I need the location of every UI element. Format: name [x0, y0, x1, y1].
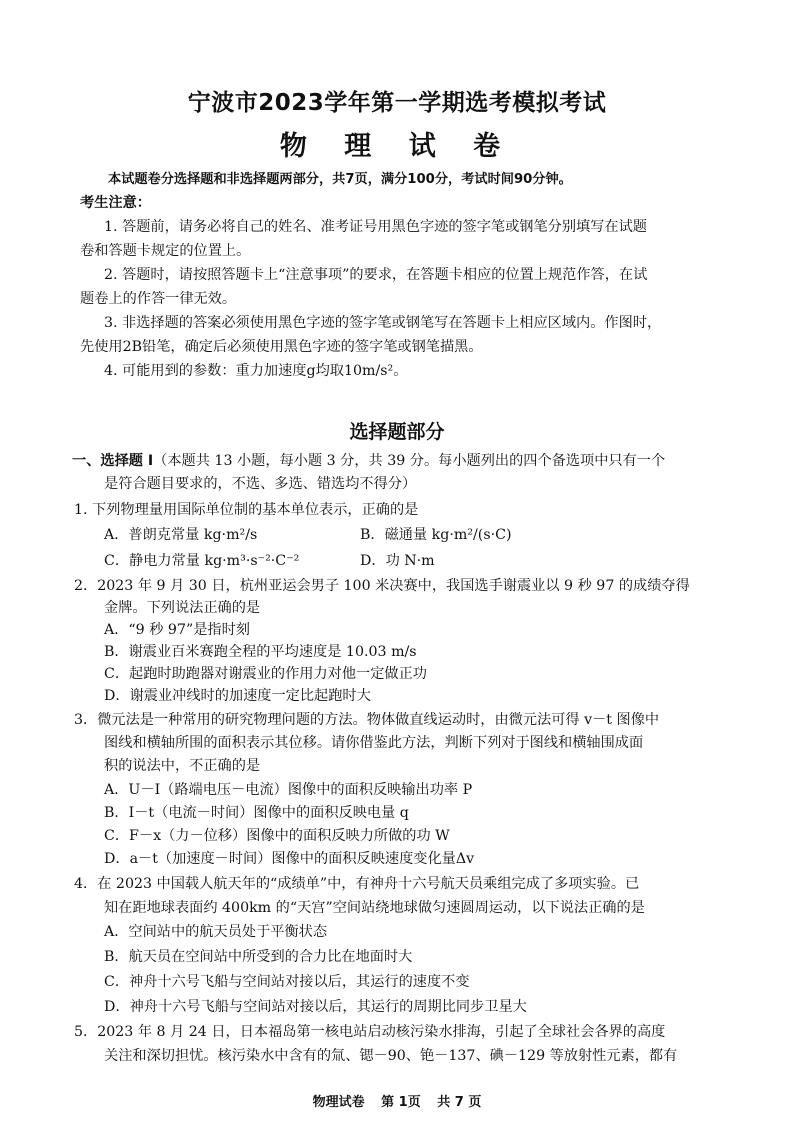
q3-option-d: D．a－t（加速度－时间）图像中的面积反映速度变化量Δv: [104, 851, 475, 867]
part1-desc: （本题共 13 小题，每小题 3 分，共 39 分。每小题列出的四个备选项中只有一个: [153, 453, 666, 469]
q4-option-c: C．神舟十六号飞船与空间站对接以后，其运行的速度不变: [104, 974, 470, 990]
q2-stem-line-2: 金牌。下列说法正确的是: [104, 600, 261, 616]
q3-option-b: B．I－t（电流－时间）图像中的面积反映电量 q: [104, 805, 409, 821]
notice-2-line-1: 2. 答题时，请按照答题卡上“注意事项”的要求，在答题卡相应的位置上规范作答，在试: [104, 267, 648, 283]
q5-stem-line-1: 5．2023 年 8 月 24 日，日本福岛第一核电站启动核污染水排海，引起了全球社会各界的高度: [74, 1024, 666, 1040]
section-title: 选择题部分: [349, 421, 445, 443]
q3-stem-line-1: 3．微元法是一种常用的研究物理问题的方法。物体做直线运动时，由微元法可得 v－t 图像中: [74, 712, 660, 728]
q1-option-d: D．功 N·m: [360, 553, 435, 569]
q4-option-d: D．神舟十六号飞船与空间站对接以后，其运行的周期比同步卫星大: [104, 999, 527, 1015]
q4-option-b: B．航天员在空间站中所受到的合力比在地面时大: [104, 949, 413, 965]
q3-option-c: C．F－x（力－位移）图像中的面积反映力所做的功 W: [104, 828, 450, 844]
notice-1-line-2: 卷和答题卡规定的位置上。: [80, 243, 251, 259]
q2-option-d: D．谢震业冲线时的加速度一定比起跑时大: [104, 688, 371, 704]
page-footer: [0, 1091, 794, 1110]
part1-header: [72, 451, 665, 471]
notice-3-line-1: 3. 非选择题的答案必须使用黑色字迹的签字笔或钢笔写在答题卡上相应区域内。作图时，: [104, 315, 662, 331]
q2-option-a: A．“9 秒 97”是指时刻: [104, 622, 250, 638]
q4-stem-line-1: 4．在 2023 中国载人航天年的“成绩单”中，有神舟十六号航天员乘组完成了多项实验。已: [74, 876, 640, 892]
exam-subtitle: 物 理 试 卷: [279, 131, 515, 162]
q3-stem-line-2: 图线和横轴所围的面积表示其位移。请你借鉴此方法，判断下列对于图线和横轴围成面: [104, 735, 644, 751]
part1-desc-line-2: 是符合题目要求的，不选、多选、错选均不得分）: [104, 476, 417, 492]
q2-stem-line-1: 2．2023 年 9 月 30 日，杭州亚运会男子 100 米决赛中，我国选手谢震业以 9 秒 97 的成绩夺得: [74, 578, 690, 594]
part1-label: 一、选择题 I: [72, 453, 154, 469]
notice-1-line-1: 1. 答题前，请务必将自己的姓名、准考证号用黑色字迹的签字笔或钢笔分别填写在试题: [104, 219, 647, 235]
exam-title: 宁波市2023学年第一学期选考模拟考试: [187, 90, 607, 116]
q1-option-c: C．静电力常量 kg·m³·s⁻²·C⁻²: [104, 553, 300, 569]
q1-option-a: A．普朗克常量 kg·m²/s: [104, 527, 258, 543]
notice-3-line-2: 先使用2B铅笔，确定后必须使用黑色字迹的签字笔或钢笔描黑。: [80, 339, 483, 355]
q2-option-c: C．起跑时助跑器对谢震业的作用力对他一定做正功: [104, 666, 427, 682]
notice-heading: 考生注意：: [80, 195, 151, 211]
q3-stem-line-3: 积的说法中，不正确的是: [104, 758, 261, 774]
notice-2-line-2: 题卷上的作答一律无效。: [80, 291, 237, 307]
q4-option-a: A．空间站中的航天员处于平衡状态: [104, 924, 328, 940]
footer-page-number: 第 1页: [381, 1095, 421, 1110]
exam-summary: 本试题卷分选择题和非选择题两部分，共7页，满分100分，考试时间90分钟。: [108, 172, 572, 187]
footer-page-total: 共 7 页: [437, 1095, 482, 1110]
notice-4-line-1: 4. 可能用到的参数：重力加速度g均取10m/s²。: [104, 363, 408, 379]
q1-stem: 1. 下列物理量用国际单位制的基本单位表示，正确的是: [74, 502, 419, 518]
q2-option-b: B．谢震业百米赛跑全程的平均速度是 10.03 m/s: [104, 644, 417, 660]
q3-option-a: A．U－I（路端电压－电流）图像中的面积反映输出功率 P: [104, 782, 473, 798]
q4-stem-line-2: 知在距地球表面约 400km 的“天宫”空间站绕地球做匀速圆周运动，以下说法正确的是: [104, 900, 645, 916]
q5-stem-line-2: 关注和深切担忧。核污染水中含有的氚、锶－90、铯－137、碘－129 等放射性元素，都有: [104, 1048, 678, 1064]
footer-exam-name: 物理试卷: [312, 1095, 365, 1110]
q1-option-b: B．磁通量 kg·m²/(s·C): [360, 527, 512, 543]
